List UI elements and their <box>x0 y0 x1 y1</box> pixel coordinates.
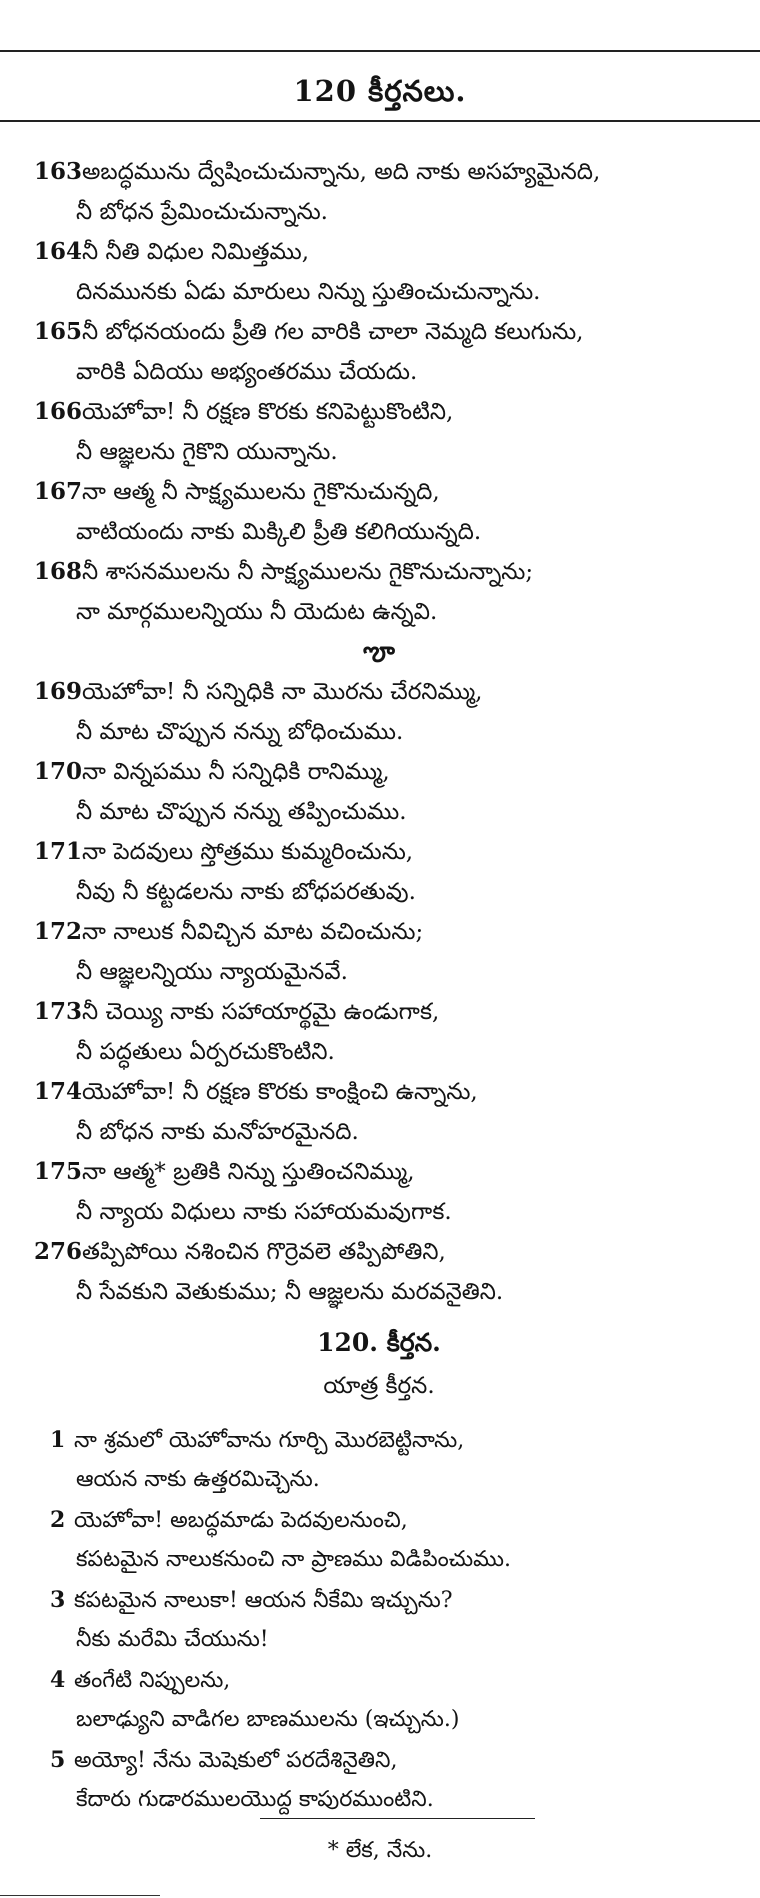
verse-continuation: నీ బోధన ప్రేమించుచున్నాను. <box>76 199 328 225</box>
verse-number: 175 <box>34 1158 83 1185</box>
verse <box>34 232 724 312</box>
verse-text: నా శ్రమలో యెహోవాను గూర్చి మొరబెట్టినాను, <box>74 1428 465 1453</box>
verse-continuation: కేదారు గుడారములయొద్ద కాపురముంటిని. <box>76 1787 434 1812</box>
verse-continuation: బలాఢ్యుని వాడిగల బాణములను (ఇచ్చును.) <box>76 1707 460 1732</box>
verse-text: నీ శాసనములను నీ సాక్ష్యములను గైకొనుచున్నాను; <box>82 559 534 585</box>
verse-line <box>34 1500 724 1540</box>
verse-text: తప్పిపోయి నశించిన గొర్రెవలె తప్పిపోతిని, <box>82 1239 446 1265</box>
verse-line <box>34 752 724 792</box>
verse-line <box>34 912 724 952</box>
verse-line <box>34 832 724 872</box>
verse <box>34 1580 724 1660</box>
verse <box>34 1500 724 1580</box>
verse-number: 170 <box>34 758 83 785</box>
verse-text: నా పెదవులు స్తోత్రము కుమ్మరించును, <box>82 839 414 865</box>
verse <box>34 912 724 992</box>
bottom-rule <box>0 1895 160 1896</box>
verse-text: నా విన్నపము నీ సన్నిధికి రానిమ్ము, <box>82 759 390 785</box>
verse-text: నీ బోధనయందు ప్రీతి గల వారికి చాలా నెమ్మది కలుగును, <box>82 319 584 345</box>
verse-line <box>34 152 724 192</box>
verse-line <box>34 672 724 712</box>
verse <box>34 1072 724 1152</box>
verse-text: కపటమైన నాలుకా! ఆయన నీకేమి ఇచ్చును? <box>74 1588 453 1613</box>
verse-number: 166 <box>34 398 83 425</box>
verse-text: యెహోవా! అబద్ధమాడు పెదవులనుంచి, <box>74 1508 408 1533</box>
verse <box>34 992 724 1072</box>
verse <box>34 552 724 632</box>
verse-number: 171 <box>34 838 83 865</box>
verse-line <box>34 1580 724 1620</box>
top-rule <box>0 50 760 52</box>
verse-text: నా ఆత్మ నీ సాక్ష్యములను గైకొనుచున్నది, <box>82 479 440 505</box>
verse-continuation: కపటమైన నాలుకనుంచి నా ప్రాణము విడిపించుము. <box>76 1547 511 1572</box>
verse-line <box>34 232 724 272</box>
verse <box>34 832 724 912</box>
verse-text: యెహోవా! నీ రక్షణ కొరకు కాంక్షించి ఉన్నాను, <box>82 1079 478 1105</box>
verse-continuation: ఆయన నాకు ఉత్తరమిచ్చెను. <box>76 1467 320 1492</box>
verse-number: 172 <box>34 918 83 945</box>
psalm-subtitle: యాత్ర కీర్తన. <box>323 1373 435 1399</box>
verse-continuation: వారికి ఏదియు అభ్యంతరము చేయదు. <box>76 359 418 385</box>
verse <box>34 752 724 832</box>
verse-text: తంగేటి నిప్పులను, <box>74 1668 231 1693</box>
verse-continuation: నీకు మరేమి చేయును! <box>76 1627 269 1652</box>
verse-text: అబద్ధమును ద్వేషించుచున్నాను, అది నాకు అసహ్యమైనది, <box>82 159 601 185</box>
verse <box>34 1740 724 1820</box>
verse-number: 169 <box>34 678 83 705</box>
verse-text: నీ చెయ్యి నాకు సహాయార్థమై ఉండుగాక, <box>82 999 440 1025</box>
verse <box>34 1232 724 1312</box>
verse-continuation: నీవు నీ కట్టడలను నాకు బోధపరతువు. <box>76 879 416 905</box>
verse-line <box>34 1072 724 1112</box>
header-rule <box>0 120 760 122</box>
verse-continuation: నీ ఆజ్ఞలన్నియు న్యాయమైనవే. <box>76 959 348 985</box>
verse-continuation: నీ న్యాయ విధులు నాకు సహాయమవుగాక. <box>76 1199 452 1225</box>
verse <box>34 152 724 232</box>
verse-line <box>34 1232 724 1272</box>
verse-continuation: నా మార్గములన్నియు నీ యెదుట ఉన్నవి. <box>76 599 438 625</box>
section-letter: ౡ <box>363 637 395 667</box>
verse-number: 174 <box>34 1078 83 1105</box>
verses-group-a <box>34 152 724 632</box>
psalm-verses <box>34 1420 724 1820</box>
verse-number: 163 <box>34 158 83 185</box>
verse <box>34 312 724 392</box>
verse-line <box>34 1152 724 1192</box>
verse-number: 4 <box>50 1667 66 1693</box>
verse-line <box>34 312 724 352</box>
verses-group-b <box>34 672 724 1312</box>
verse-number: 3 <box>50 1587 66 1613</box>
verse-text: నా ఆత్మ* బ్రతికి నిన్ను స్తుతించనిమ్ము, <box>82 1159 415 1185</box>
page-body <box>34 152 724 1820</box>
footnote-rule <box>260 1818 535 1819</box>
verse-number: 5 <box>50 1747 66 1773</box>
verse-text: అయ్యో! నేను మెషెకులో పరదేశినైతిని, <box>74 1748 398 1773</box>
verse <box>34 1152 724 1232</box>
verse-line <box>34 552 724 592</box>
verse-continuation: నీ సేవకుని వెతుకుము; నీ ఆజ్ఞలను మరవనైతిని. <box>76 1279 504 1305</box>
verse-number: 1 <box>50 1427 66 1453</box>
verse-continuation: నీ మాట చొప్పున నన్ను తప్పించుము. <box>76 799 407 825</box>
verse-line <box>34 472 724 512</box>
verse-line <box>34 992 724 1032</box>
verse-continuation: నీ ఆజ్ఞలను గైకొని యున్నాను. <box>76 439 338 465</box>
verse-continuation: నీ మాట చొప్పున నన్ను బోధించుము. <box>76 719 404 745</box>
verse-line <box>34 1740 724 1780</box>
verse-number: 173 <box>34 998 83 1025</box>
footnote: * లేక, నేను. <box>327 1838 433 1863</box>
verse-text: నీ నీతి విధుల నిమిత్తము, <box>82 239 310 265</box>
verse-number: 167 <box>34 478 83 505</box>
verse-text: యెహోవా! నీ సన్నిధికి నా మొరను చేరనిమ్ము, <box>82 679 483 705</box>
psalm-title: 120. కీర్తన. <box>317 1328 441 1357</box>
verse-line <box>34 1660 724 1700</box>
verse-number: 164 <box>34 238 83 265</box>
verse-continuation: నీ పద్ధతులు ఏర్పరచుకొంటిని. <box>76 1039 335 1065</box>
verse-number: 165 <box>34 318 83 345</box>
verse-line <box>34 392 724 432</box>
verse-continuation: నీ బోధన నాకు మనోహరమైనది. <box>76 1119 359 1145</box>
verse <box>34 1660 724 1740</box>
verse-text: నా నాలుక నీవిచ్చిన మాట వచించును; <box>82 919 424 945</box>
verse-number: 168 <box>34 558 83 585</box>
verse-line <box>34 1420 724 1460</box>
verse-continuation: దినమునకు ఏడు మారులు నిన్ను స్తుతించుచున్నాను. <box>76 279 541 305</box>
verse-number: 276 <box>34 1238 83 1265</box>
verse <box>34 1420 724 1500</box>
verse <box>34 472 724 552</box>
verse-continuation: వాటియందు నాకు మిక్కిలి ప్రీతి కలిగియున్నది. <box>76 519 482 545</box>
running-header: 120 కీర్తనలు. <box>293 74 467 108</box>
verse-text: యెహోవా! నీ రక్షణ కొరకు కనిపెట్టుకొంటిని, <box>82 399 454 425</box>
verse <box>34 392 724 472</box>
verse-number: 2 <box>50 1507 66 1533</box>
verse <box>34 672 724 752</box>
